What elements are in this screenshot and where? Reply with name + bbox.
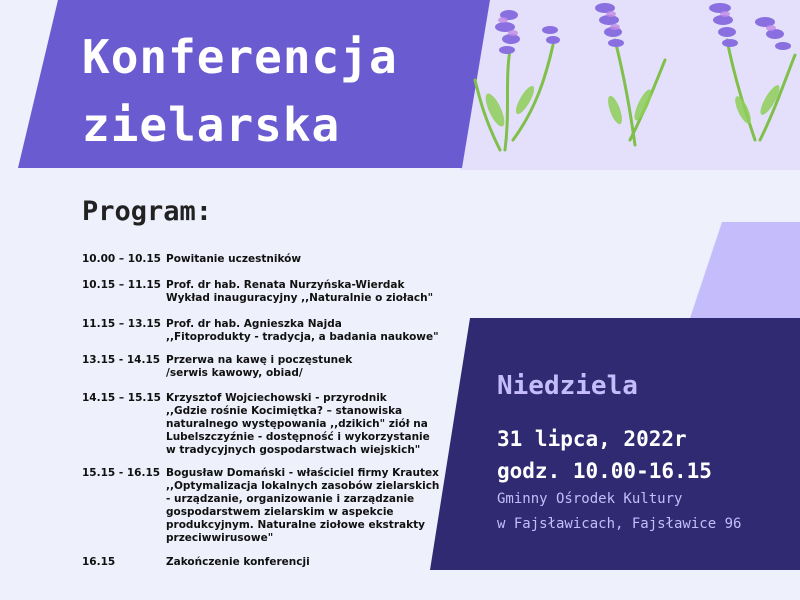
program-item-description	[166, 279, 526, 305]
program-item-line: Bogusław Domański - właściciel firmy Krautex	[166, 467, 439, 479]
program-item-line: - urządzanie, organizowanie i zarządzanie	[166, 493, 415, 505]
program-item-line: produkcyjnym. Naturalne ziołowe ekstrakty	[166, 519, 425, 531]
program-item-line: Wykład inauguracyjny ,,Naturalnie o ziołach"	[166, 292, 434, 304]
program-item-line: Prof. dr hab. Agnieszka Najda	[166, 318, 342, 330]
program-item-line: ,,Fitoprodukty - tradycja, a badania naukowe"	[166, 331, 439, 343]
program-item-time: 16.15	[82, 556, 116, 568]
program-item-line: ,,Gdzie rośnie Kocimiętka? – stanowiska	[166, 405, 403, 417]
program-item-line: Powitanie uczestników	[166, 253, 302, 265]
page-title-line-1: Konferencja	[82, 30, 398, 84]
program-item-line: w tradycyjnych gospodarstwach wiejskich"	[166, 444, 421, 456]
program-item-line: naturalnego występowania ,,dzikich" ziół na	[166, 418, 428, 430]
program-item-line: /serwis kawowy, obiad/	[166, 367, 303, 379]
program-item-line: Przerwa na kawę i poczęstunek	[166, 354, 353, 366]
program-title: Program:	[82, 196, 213, 227]
event-time: godz. 10.00-16.15	[497, 459, 712, 483]
program-item-time: 10.15 – 11.15	[82, 279, 161, 291]
program-item-time: 15.15 - 16.15	[82, 467, 161, 479]
program-item-line: przeciwwirusowe"	[166, 532, 274, 544]
program-item-line: ,,Optymalizacja lokalnych zasobów zielarskich	[166, 480, 440, 492]
program-item-line: Zakończenie konferencji	[166, 556, 310, 568]
event-date: 31 lipca, 2022r	[497, 427, 687, 451]
event-day: Niedziela	[497, 371, 638, 401]
event-venue: Gminny Ośrodek Kultury	[497, 491, 683, 507]
page-title-line-2: zielarska	[82, 98, 341, 152]
program-item-time: 11.15 – 13.15	[82, 318, 161, 330]
program-item-line: gospodarstwem zielarskim w aspekcie	[166, 506, 394, 518]
program-item-time: 14.15 – 15.15	[82, 392, 161, 404]
program-item-time: 13.15 - 14.15	[82, 354, 161, 366]
program-item-time: 10.00 – 10.15	[82, 253, 161, 265]
program-item-line: Prof. dr hab. Renata Nurzyńska-Wierdak	[166, 279, 405, 291]
lavender-flower-icon	[465, 0, 800, 160]
program-item-line: Lubelszczyźnie - dostępność i wykorzystanie	[166, 431, 430, 443]
event-address: w Fajsławicach, Fajsławice 96	[497, 516, 742, 532]
accent-shape	[690, 222, 800, 322]
program-item-description	[166, 253, 526, 266]
program-item-line: Krzysztof Wojciechowski - przyrodnik	[166, 392, 387, 404]
